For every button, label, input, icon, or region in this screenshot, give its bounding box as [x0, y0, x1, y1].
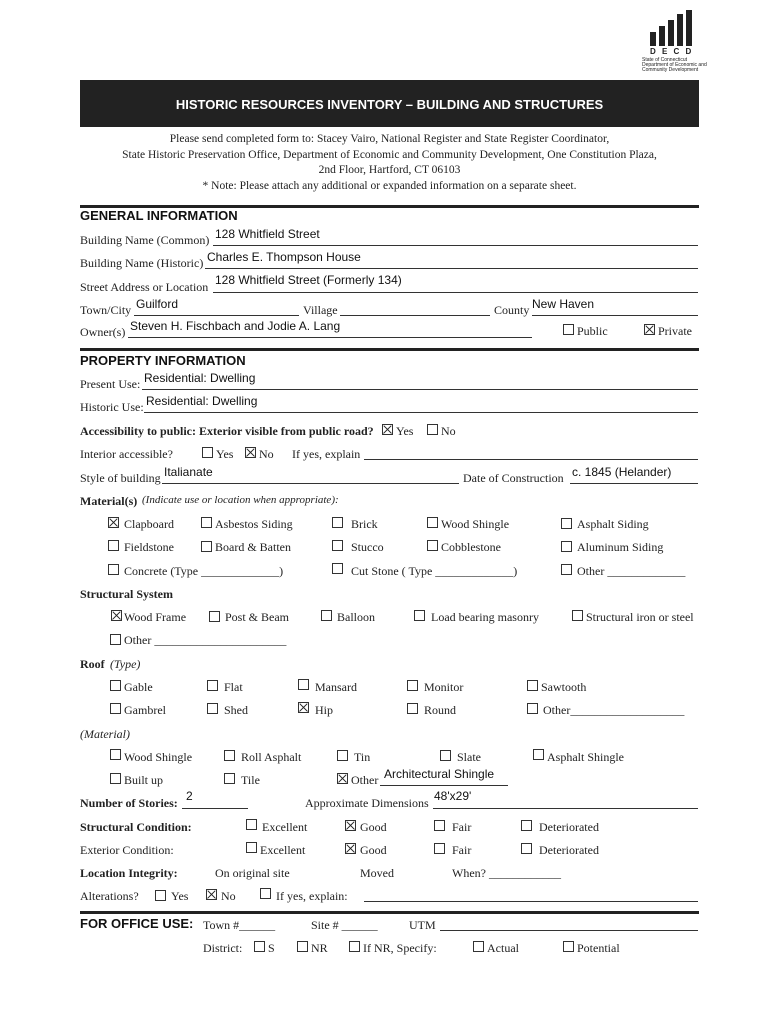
round-label: Round: [424, 703, 457, 717]
access-yes-label: Yes: [396, 424, 414, 438]
post-beam-label: Post & Beam: [225, 610, 290, 624]
slate-label: Slate: [457, 750, 481, 764]
section-rule: [80, 348, 699, 351]
roll-asphalt-checkbox[interactable]: [224, 750, 235, 761]
alterations-explain-field[interactable]: [364, 901, 698, 902]
roof-material-label: (Material): [80, 727, 130, 741]
structural-good-checkbox[interactable]: [345, 820, 356, 831]
structural-good-label: Good: [360, 820, 387, 834]
present-use-field[interactable]: [142, 389, 698, 390]
cobblestone-label: Cobblestone: [441, 540, 501, 554]
historic-name-field[interactable]: [205, 268, 698, 269]
original-site-label: On original site: [215, 866, 290, 880]
structural-heading: Structural System: [80, 587, 173, 601]
office-use-heading: FOR OFFICE USE:: [80, 916, 194, 931]
district-s-checkbox[interactable]: [254, 941, 265, 952]
mansard-checkbox[interactable]: [298, 679, 309, 690]
balloon-label: Balloon: [337, 610, 375, 624]
sawtooth-checkbox[interactable]: [527, 680, 538, 691]
exterior-fair-checkbox[interactable]: [434, 843, 445, 854]
roof-wood-shingle-checkbox[interactable]: [110, 749, 121, 760]
flat-label: Flat: [224, 680, 243, 694]
exterior-deteriorated-checkbox[interactable]: [521, 843, 532, 854]
cut-stone-checkbox[interactable]: [332, 563, 343, 574]
gable-checkbox[interactable]: [110, 680, 121, 691]
common-name-label: Building Name (Common): [80, 233, 210, 247]
wood-shingle-label: Wood Shingle: [441, 517, 510, 531]
cut-stone-label: Cut Stone ( Type _____________): [351, 564, 518, 578]
historic-name-value: Charles E. Thompson House: [207, 250, 361, 264]
exterior-excellent-label: Excellent: [260, 843, 306, 857]
tin-checkbox[interactable]: [337, 750, 348, 761]
asphalt-siding-checkbox[interactable]: [561, 518, 572, 529]
board-batten-label: Board & Batten: [215, 540, 291, 554]
town-label: Town/City: [80, 303, 132, 317]
general-heading: GENERAL INFORMATION: [80, 208, 238, 223]
roof-material-other-field[interactable]: [380, 785, 508, 786]
actual-label: Actual: [487, 941, 519, 955]
structural-deteriorated-checkbox[interactable]: [521, 820, 532, 831]
iron-steel-label: Structural iron or steel: [586, 610, 694, 624]
interior-yes-label: Yes: [216, 447, 234, 461]
asphalt-shingle-label: Asphalt Shingle: [547, 750, 624, 764]
iron-steel-checkbox[interactable]: [572, 610, 583, 621]
date-label: Date of Construction: [463, 471, 564, 485]
alterations-no-checkbox[interactable]: [206, 889, 217, 900]
roof-other-label: Other___________________: [543, 703, 685, 717]
balloon-checkbox[interactable]: [321, 610, 332, 621]
moved-label: Moved: [360, 866, 394, 880]
address-label: Street Address or Location: [80, 280, 209, 294]
style-field[interactable]: [162, 483, 459, 484]
date-value: c. 1845 (Helander): [572, 465, 672, 479]
asphalt-shingle-checkbox[interactable]: [533, 749, 544, 760]
board-batten-checkbox[interactable]: [201, 541, 212, 552]
roof-material-other-checkbox[interactable]: [337, 773, 348, 784]
concrete-label: Concrete (Type _____________): [124, 564, 284, 578]
actual-checkbox[interactable]: [473, 941, 484, 952]
structural-other-label: Other ______________________: [124, 633, 287, 647]
alterations-label: Alterations?: [80, 889, 139, 903]
roof-type-label: (Type): [110, 657, 141, 671]
village-field[interactable]: [340, 315, 490, 316]
public-checkbox[interactable]: [563, 324, 574, 335]
historic-use-label: Historic Use:: [80, 400, 144, 414]
exterior-good-label: Good: [360, 843, 387, 857]
logo-caption: State of Connecticut Department of Economic and Community Development: [642, 57, 707, 73]
shed-label: Shed: [224, 703, 248, 717]
shed-checkbox[interactable]: [207, 703, 218, 714]
sawtooth-label: Sawtooth: [541, 680, 587, 694]
hip-checkbox[interactable]: [298, 702, 309, 713]
location-label: Location Integrity:: [80, 866, 178, 880]
historic-name-label: Building Name (Historic): [80, 256, 204, 270]
tin-label: Tin: [354, 750, 371, 764]
owner-label: Owner(s): [80, 325, 126, 339]
materials-heading: Material(s): [80, 494, 138, 508]
fieldstone-label: Fieldstone: [124, 540, 174, 554]
stucco-checkbox[interactable]: [332, 540, 343, 551]
roll-asphalt-label: Roll Asphalt: [241, 750, 302, 764]
town-field[interactable]: [134, 315, 299, 316]
office-utm-field[interactable]: [440, 930, 698, 931]
village-label: Village: [303, 303, 338, 317]
exterior-condition-label: Exterior Condition:: [80, 843, 174, 857]
structural-excellent-label: Excellent: [262, 820, 308, 834]
stucco-label: Stucco: [351, 540, 384, 554]
dimensions-field[interactable]: [433, 808, 698, 809]
alterations-yes-label: Yes: [171, 889, 189, 903]
aluminum-checkbox[interactable]: [561, 541, 572, 552]
materials-other-checkbox[interactable]: [561, 564, 572, 575]
district-label: District:: [203, 941, 243, 955]
wood-shingle-checkbox[interactable]: [427, 517, 438, 528]
gable-label: Gable: [124, 680, 153, 694]
monitor-label: Monitor: [424, 680, 464, 694]
intro-text: Please send completed form to: Stacey Vairo, National Register and State Register Coordinator, State Historic Preservation Office, Department of Economic and Community Development, One Constitution Plaza, 2nd Floor, Hartford, CT 06103 * Note: Please attach any additional or expanded information on a separate sheet.: [122, 133, 657, 192]
alterations-yes-checkbox[interactable]: [155, 890, 166, 901]
historic-use-value: Residential: Dwelling: [146, 394, 258, 408]
district-nr-checkbox[interactable]: [297, 941, 308, 952]
roof-material-other-label: Other: [351, 773, 379, 787]
explain-field[interactable]: [364, 459, 698, 460]
nr-specify-checkbox[interactable]: [349, 941, 360, 952]
explain-label: If yes, explain: [292, 447, 361, 461]
structural-condition-label: Structural Condition:: [80, 820, 192, 834]
structural-other-checkbox[interactable]: [110, 634, 121, 645]
wood-frame-checkbox[interactable]: [111, 610, 122, 621]
tile-label: Tile: [241, 773, 260, 787]
brick-label: Brick: [351, 517, 378, 531]
alterations-no-label: No: [221, 889, 236, 903]
exterior-excellent-checkbox[interactable]: [246, 842, 257, 853]
potential-checkbox[interactable]: [563, 941, 574, 952]
office-utm-label: UTM: [409, 918, 436, 932]
materials-note: (Indicate use or location when appropriate):: [142, 494, 339, 506]
present-use-value: Residential: Dwelling: [144, 371, 256, 385]
stories-value: 2: [186, 789, 193, 803]
structural-excellent-checkbox[interactable]: [246, 819, 257, 830]
style-label: Style of building: [80, 471, 161, 485]
public-label: Public: [577, 324, 608, 338]
decd-logo-icon: [648, 10, 694, 46]
office-site-label: Site # ______: [311, 918, 378, 932]
office-town-label: Town #______: [203, 918, 276, 932]
concrete-checkbox[interactable]: [108, 564, 119, 575]
slate-checkbox[interactable]: [440, 750, 451, 761]
gambrel-label: Gambrel: [124, 703, 166, 717]
post-beam-checkbox[interactable]: [209, 611, 220, 622]
roof-other-checkbox[interactable]: [527, 703, 538, 714]
form-title: HISTORIC RESOURCES INVENTORY – BUILDING AND STRUCTURES: [175, 97, 604, 112]
aluminum-label: Aluminum Siding: [577, 540, 664, 554]
cobblestone-checkbox[interactable]: [427, 540, 438, 551]
county-value: New Haven: [532, 297, 595, 311]
clapboard-label: Clapboard: [124, 517, 174, 531]
potential-label: Potential: [577, 941, 620, 955]
gambrel-checkbox[interactable]: [110, 703, 121, 714]
interior-no-checkbox[interactable]: [245, 447, 256, 458]
district-s-label: S: [268, 941, 275, 955]
roof-wood-shingle-label: Wood Shingle: [124, 750, 193, 764]
structural-fair-label: Fair: [452, 820, 472, 834]
clapboard-checkbox[interactable]: [108, 517, 119, 528]
when-label: When? ____________: [452, 866, 561, 880]
access-yes-checkbox[interactable]: [382, 424, 393, 435]
stories-field[interactable]: [182, 808, 248, 809]
hip-label: Hip: [315, 703, 333, 717]
tile-checkbox[interactable]: [224, 773, 235, 784]
exterior-deteriorated-label: Deteriorated: [539, 843, 599, 857]
wood-frame-label: Wood Frame: [124, 610, 187, 624]
structural-fair-checkbox[interactable]: [434, 820, 445, 831]
nr-specify-label: If NR, Specify:: [363, 941, 437, 955]
section-rule: [80, 911, 699, 914]
dimensions-value: 48'x29': [434, 789, 472, 803]
dimensions-label: Approximate Dimensions: [305, 796, 429, 810]
interior-no-label: No: [259, 447, 274, 461]
property-heading: PROPERTY INFORMATION: [80, 353, 246, 368]
interior-label: Interior accessible?: [80, 447, 173, 461]
present-use-label: Present Use:: [80, 377, 141, 391]
mansard-label: Mansard: [315, 680, 357, 694]
materials-other-label: Other _____________: [577, 564, 686, 578]
fieldstone-checkbox[interactable]: [108, 540, 119, 551]
brick-checkbox[interactable]: [332, 517, 343, 528]
round-checkbox[interactable]: [407, 703, 418, 714]
common-name-value: 128 Whitfield Street: [215, 227, 320, 241]
owner-field[interactable]: [128, 337, 532, 338]
district-nr-label: NR: [311, 941, 328, 955]
county-field[interactable]: [532, 315, 698, 316]
logo-name: D E C D: [650, 47, 694, 56]
monitor-checkbox[interactable]: [407, 680, 418, 691]
access-no-label: No: [441, 424, 456, 438]
style-value: Italianate: [164, 465, 213, 479]
private-checkbox[interactable]: [644, 324, 655, 335]
stories-label: Number of Stories:: [80, 796, 178, 810]
address-value: 128 Whitfield Street (Formerly 134): [215, 273, 402, 287]
masonry-label: Load bearing masonry: [431, 610, 539, 624]
exterior-good-checkbox[interactable]: [345, 843, 356, 854]
accessibility-label: Accessibility to public: Exterior visible from public road?: [80, 424, 374, 438]
flat-checkbox[interactable]: [207, 680, 218, 691]
access-no-checkbox[interactable]: [427, 424, 438, 435]
roof-heading: Roof: [80, 657, 105, 671]
county-label: County: [494, 303, 530, 317]
common-name-field[interactable]: [213, 245, 698, 246]
asbestos-checkbox[interactable]: [201, 517, 212, 528]
built-up-checkbox[interactable]: [110, 773, 121, 784]
structural-deteriorated-label: Deteriorated: [539, 820, 599, 834]
form-header: [80, 80, 699, 127]
alterations-explain-label: If yes, explain:: [276, 889, 348, 903]
owner-value: Steven H. Fischbach and Jodie A. Lang: [130, 319, 341, 333]
address-field[interactable]: [213, 292, 698, 293]
asbestos-label: Asbestos Siding: [215, 517, 293, 531]
date-field[interactable]: [570, 483, 698, 484]
roof-material-other-value: Architectural Shingle: [384, 767, 495, 781]
historic-use-field[interactable]: [144, 412, 698, 413]
built-up-label: Built up: [124, 773, 164, 787]
private-label: Private: [658, 324, 692, 338]
alterations-explain-checkbox[interactable]: [260, 888, 271, 899]
interior-yes-checkbox[interactable]: [202, 447, 213, 458]
town-value: Guilford: [136, 297, 179, 311]
masonry-checkbox[interactable]: [414, 610, 425, 621]
exterior-fair-label: Fair: [452, 843, 472, 857]
asphalt-siding-label: Asphalt Siding: [577, 517, 649, 531]
